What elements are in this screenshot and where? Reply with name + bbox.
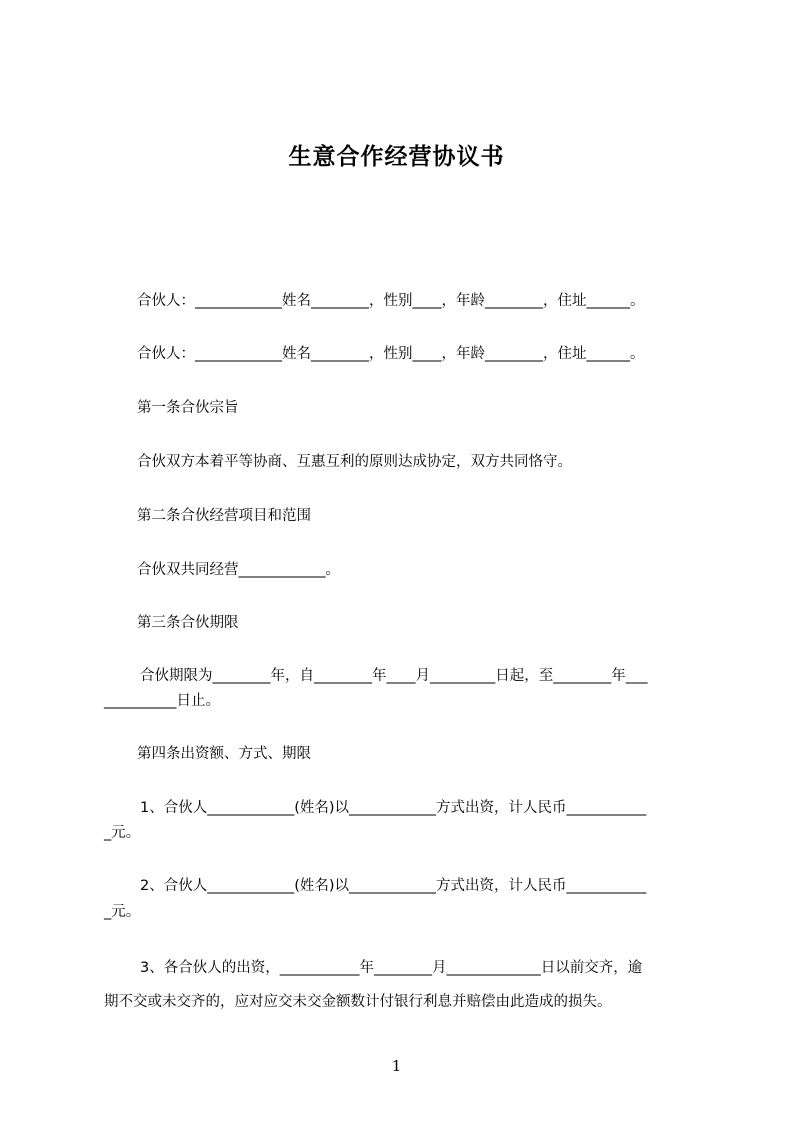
page-number: 1 <box>391 1057 402 1075</box>
partner-line-2: 合伙人：____________姓名________，性别____，年龄________，住址______。 <box>137 346 645 362</box>
document-title: 生意合作经营协议书 <box>288 144 505 170</box>
article-4-item-1-line-1: 1、合伙人____________(姓名)以____________方式出资，计人民币___________ <box>140 800 647 816</box>
article-2-heading: 第二条合伙经营项目和范围 <box>137 508 311 524</box>
article-4-heading: 第四条出资额、方式、期限 <box>137 746 311 762</box>
article-4-item-3-line-1: 3、各合伙人的出资，___________年________月_____________日以前交齐，逾 <box>140 960 643 976</box>
article-3-text-line-1: 合伙期限为________年，自________年____月_________日起，至________年___ <box>140 668 648 684</box>
article-4-item-3-line-2: 期不交或未交齐的，应对应交未交金额数计付银行利息并赔偿由此造成的损失。 <box>104 994 612 1010</box>
article-1-heading: 第一条合伙宗旨 <box>137 400 239 416</box>
article-3-heading: 第三条合伙期限 <box>137 615 239 631</box>
article-4-item-1-line-2: _元。 <box>104 825 141 841</box>
article-4-item-2-line-2: _元。 <box>104 904 141 920</box>
partner-line-1: 合伙人：____________姓名________，性别____，年龄________，住址______。 <box>137 293 645 309</box>
article-2-text: 合伙双共同经营____________。 <box>137 562 340 578</box>
article-3-text-line-2: __________日止。 <box>104 693 220 709</box>
article-4-item-2-line-1: 2、合伙人____________(姓名)以____________方式出资，计人民币___________ <box>140 878 647 894</box>
article-1-text: 合伙双方本着平等协商、互惠互利的原则达成协定，双方共同恪守。 <box>137 454 572 470</box>
